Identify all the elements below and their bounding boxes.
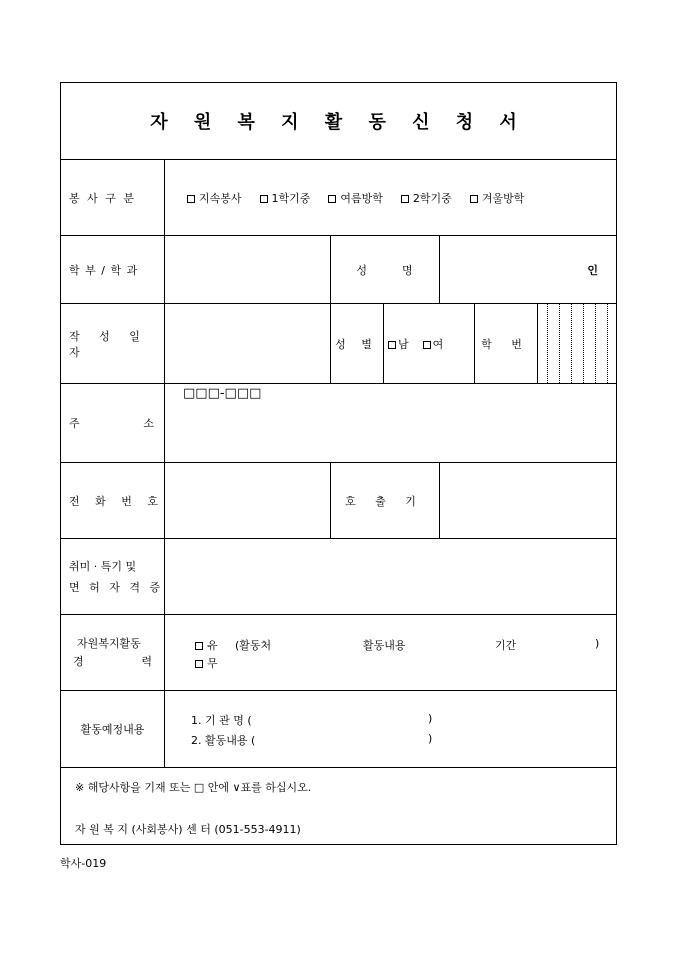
gender-male[interactable]: 남	[388, 336, 409, 352]
hobby-field[interactable]	[165, 539, 616, 614]
postal-code: □□□-□□□	[183, 386, 262, 401]
form-title: 자 원 복 지 활 동 신 청 서	[150, 112, 527, 133]
phone-label: 전 화 번 호	[61, 463, 165, 538]
planned-label: 활동예정내용	[61, 691, 165, 767]
dept-name-row	[61, 236, 616, 304]
phone-row	[61, 463, 616, 539]
date-row	[61, 304, 616, 384]
gender-female[interactable]: 여	[423, 336, 444, 352]
checkbox[interactable]	[195, 642, 203, 650]
option-semester1[interactable]: 1학기중	[260, 190, 311, 206]
pager-label: 호 출 기	[345, 494, 424, 508]
option-semester2[interactable]: 2학기중	[401, 190, 452, 206]
notes-row	[61, 768, 616, 844]
checkbox[interactable]	[260, 195, 268, 203]
student-no-boxes[interactable]	[537, 304, 616, 383]
student-no-label: 학 번	[481, 337, 530, 351]
date-field[interactable]	[165, 304, 330, 383]
phone-field[interactable]	[165, 463, 330, 538]
pager-field[interactable]	[439, 463, 616, 538]
gender-options	[383, 304, 474, 383]
seal-mark: 인	[587, 264, 598, 277]
checkbox[interactable]	[195, 660, 203, 668]
option-winter[interactable]: 겨울방학	[470, 190, 525, 206]
category-options	[165, 160, 616, 235]
checkbox[interactable]	[423, 341, 431, 349]
checkbox[interactable]	[187, 195, 195, 203]
name-field[interactable]	[439, 236, 616, 303]
category-row	[61, 160, 616, 236]
name-label: 성 명	[356, 263, 413, 277]
category-label: 봉 사 구 분	[61, 160, 165, 235]
experience-label: 자원복지활동 경 력	[61, 615, 165, 690]
checkbox[interactable]	[388, 341, 396, 349]
address-row	[61, 384, 616, 463]
option-continuous[interactable]: 지속봉사	[187, 190, 242, 206]
hobby-row	[61, 539, 616, 615]
address-label: 주 소	[61, 384, 165, 462]
application-form	[60, 82, 617, 845]
experience-field: 유 (활동처 활동내용 기간 ) 무	[165, 615, 616, 690]
planned-field[interactable]: 1. 기 관 명 ( ) 2. 활동내용 ( )	[191, 712, 433, 747]
hobby-label: 취미 · 특기 및 면 허 자 격 증	[61, 539, 165, 614]
experience-yes[interactable]: 유	[195, 637, 218, 653]
dept-label: 학 부 / 학 과	[61, 236, 165, 303]
date-label: 작 성 일 자	[61, 304, 165, 383]
address-field[interactable]	[165, 384, 616, 462]
gender-label: 성 별	[335, 337, 378, 351]
form-code: 학사-019	[60, 857, 107, 870]
center-info: 자 원 복 지 (사회봉사) 센 터 (051-553-4911)	[75, 823, 301, 836]
dept-field[interactable]	[165, 236, 330, 303]
title-row	[61, 83, 616, 160]
checkbox[interactable]	[470, 195, 478, 203]
instruction-note: ※ 해당사항을 기재 또는 □ 안에 ∨표를 하십시오.	[75, 781, 312, 794]
option-summer[interactable]: 여름방학	[328, 190, 383, 206]
checkbox[interactable]	[328, 195, 336, 203]
experience-no[interactable]: 무	[195, 655, 218, 671]
experience-row	[61, 615, 616, 691]
checkbox[interactable]	[401, 195, 409, 203]
planned-row	[61, 691, 616, 768]
